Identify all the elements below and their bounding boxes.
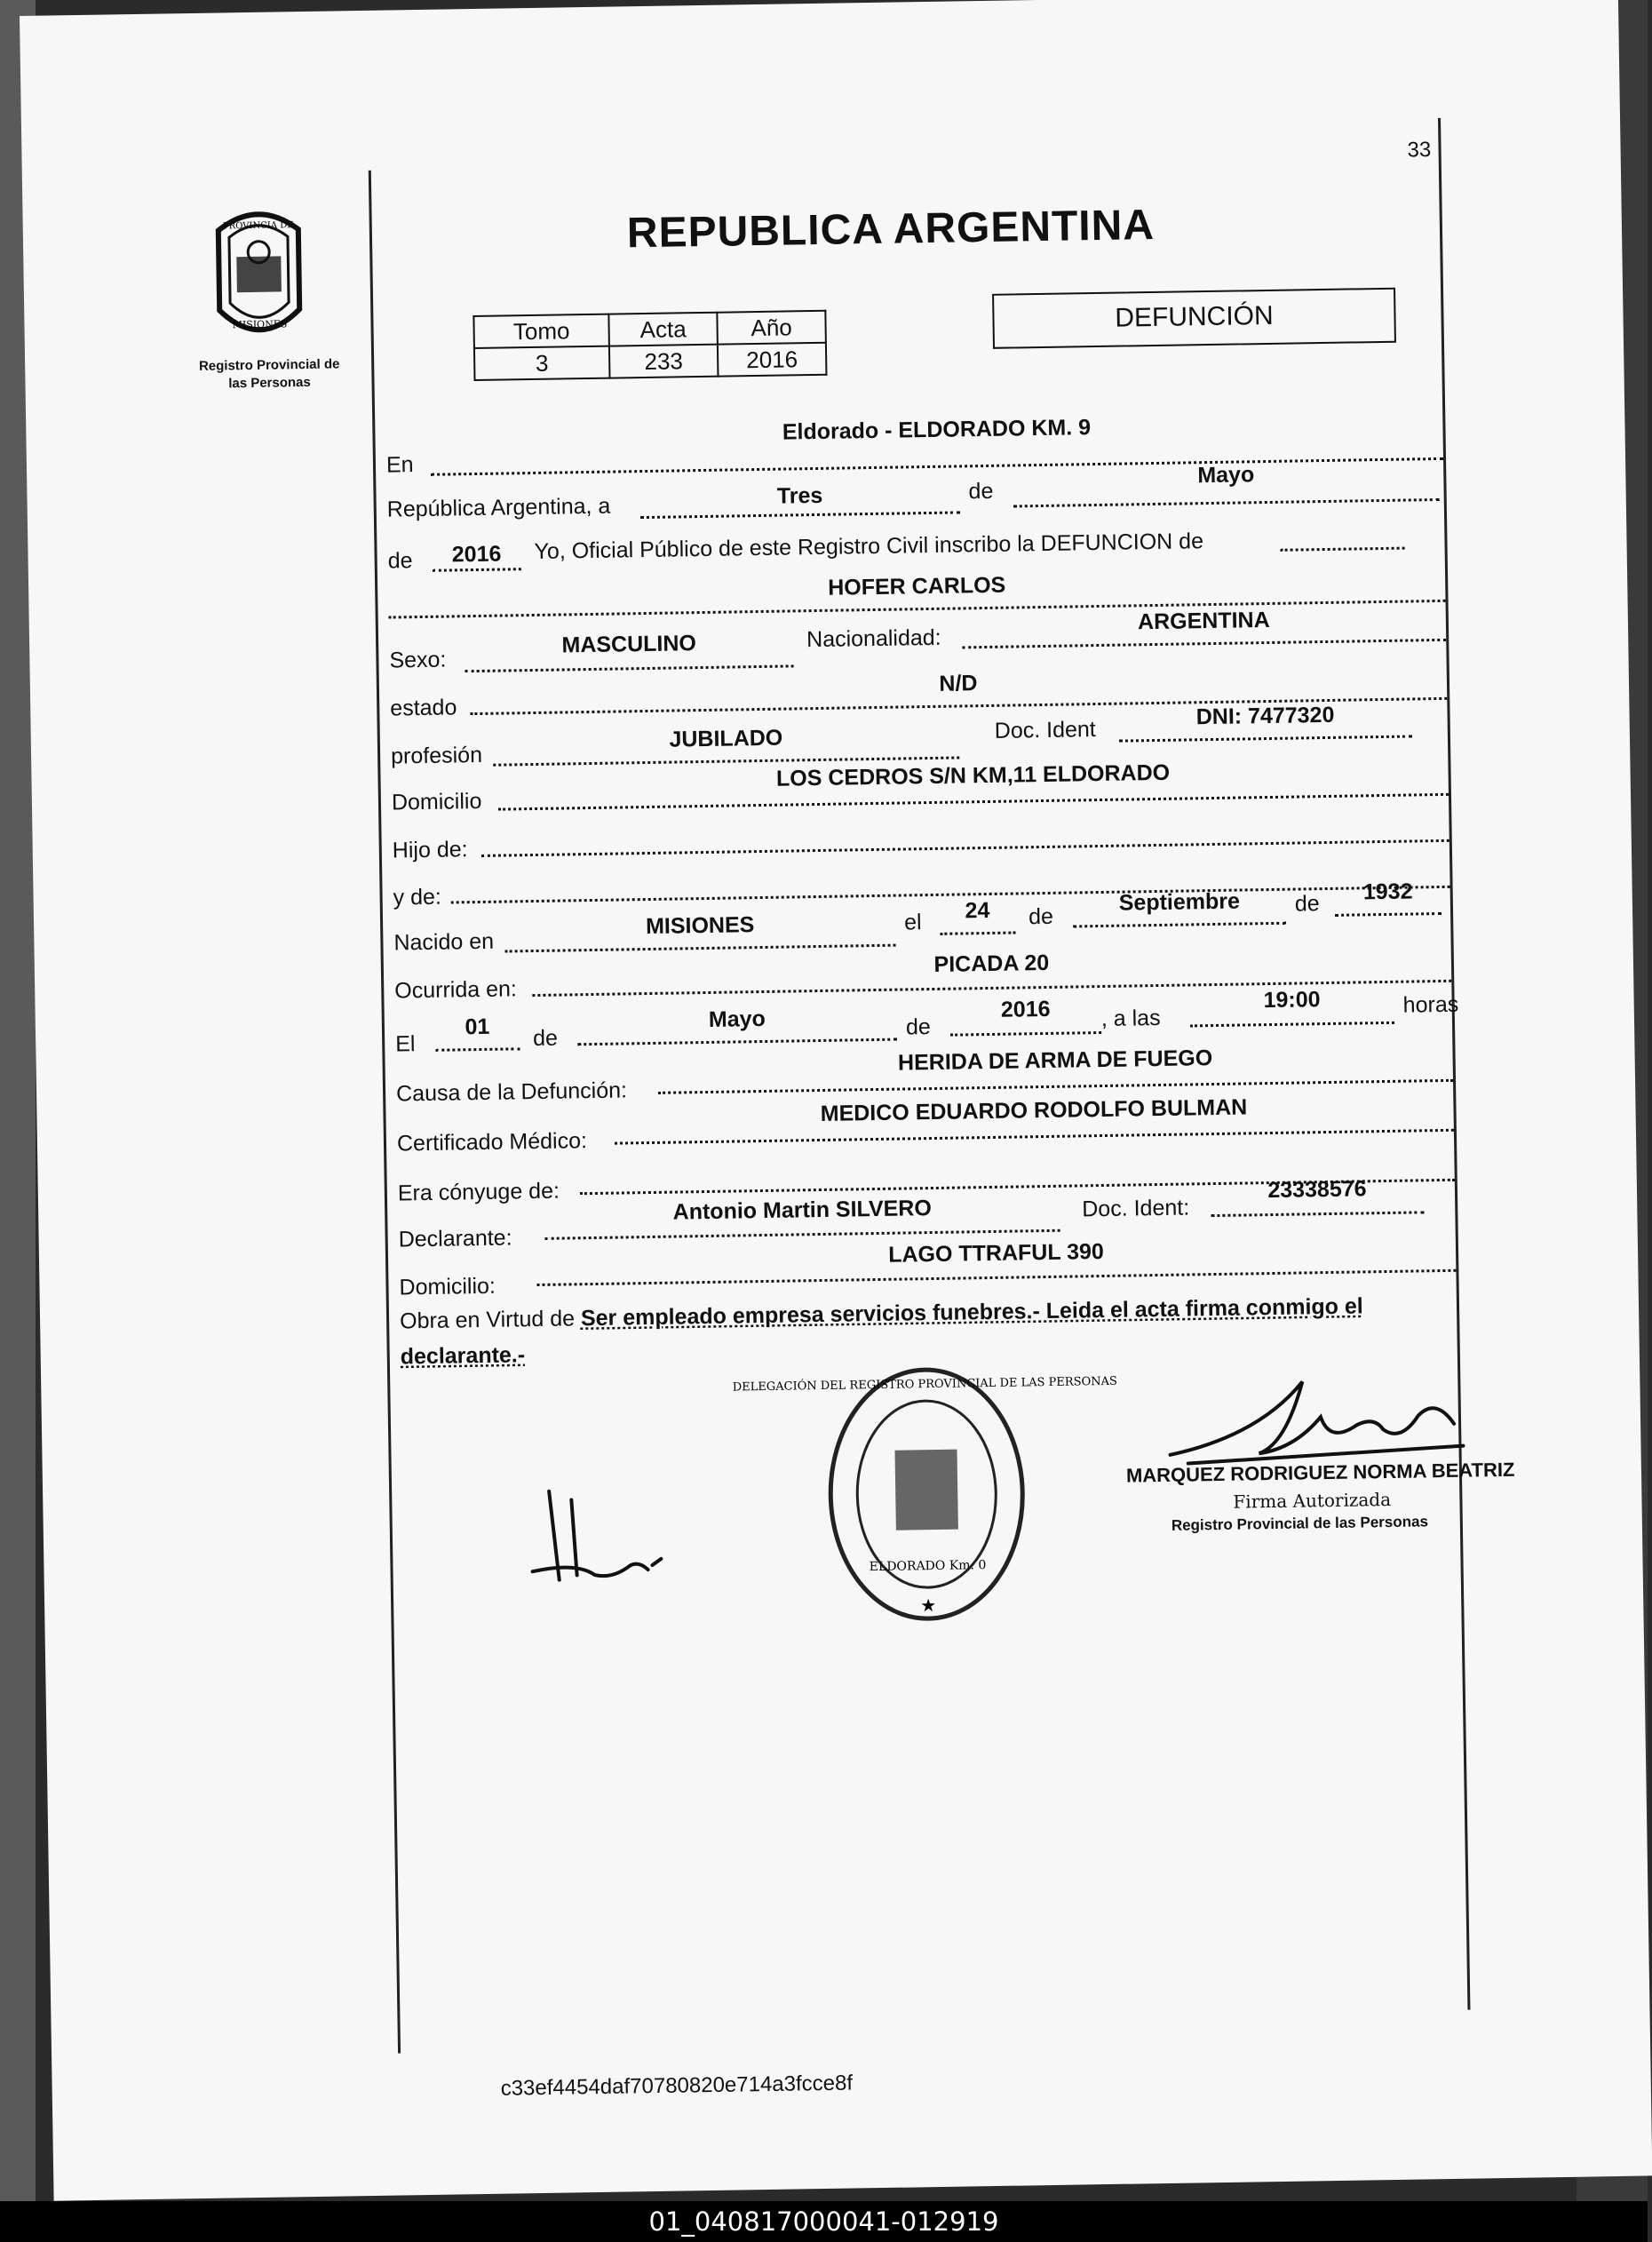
- dotted-line: [1013, 498, 1440, 508]
- value-acta: 233: [609, 345, 719, 378]
- ocurrida-label: Ocurrida en:: [394, 976, 518, 1004]
- el-label: el: [903, 910, 922, 935]
- de-label: de: [387, 548, 413, 574]
- page-number: 33: [1407, 138, 1432, 163]
- value-anio: 2016: [718, 343, 827, 377]
- dotted-line: [545, 1229, 1060, 1240]
- dotted-line: [1073, 922, 1286, 928]
- causa-label: Causa de la Defunción:: [395, 1077, 628, 1107]
- official-name: MARQUEZ RODRIGUEZ NORMA BEATRIZ: [1125, 1458, 1515, 1487]
- province-seal-icon: [209, 203, 308, 346]
- header-anio: Año: [717, 311, 826, 345]
- file-id-bar: 01_040817000041-012919: [0, 2201, 1648, 2242]
- death-month-value: Mayo: [708, 1006, 766, 1032]
- dotted-line: [962, 639, 1446, 649]
- dotted-line: [940, 932, 1015, 935]
- deceased-name: HOFER CARLOS: [828, 572, 1006, 600]
- svg-text:★: ★: [920, 1594, 937, 1617]
- medical-certificate-value: MEDICO EDUARDO RODOLFO BULMAN: [820, 1094, 1248, 1126]
- profession-value: JUBILADO: [669, 725, 783, 752]
- dotted-line: [435, 1047, 520, 1051]
- place-of-death-value: PICADA 20: [933, 950, 1050, 977]
- document-title: REPUBLICA ARGENTINA: [626, 201, 1156, 258]
- hijo-label: Hijo de:: [392, 837, 468, 863]
- dotted-line: [505, 944, 896, 953]
- sex-value: MASCULINO: [561, 631, 697, 658]
- cause-of-death-value: HERIDA DE ARMA DE FUEGO: [897, 1045, 1213, 1076]
- record-table: [473, 310, 827, 381]
- republica-label: República Argentina, a: [386, 493, 611, 522]
- nationality-value: ARGENTINA: [1137, 607, 1270, 635]
- dotted-line: [481, 839, 1449, 857]
- official-office: Registro Provincial de las Personas: [1171, 1513, 1429, 1534]
- death-day-value: 01: [465, 1014, 490, 1040]
- dotted-line: [1119, 735, 1412, 742]
- doc-ident-label: Doc. Ident: [994, 717, 1096, 743]
- time-value: 19:00: [1263, 987, 1321, 1014]
- declarante-label: Declarante:: [398, 1225, 512, 1252]
- domicilio2-label: Domicilio:: [399, 1273, 496, 1300]
- stamp-inner-text: ELDORADO Km. 0: [869, 1558, 987, 1575]
- birth-day-value: 24: [965, 897, 990, 924]
- header-acta: Acta: [608, 313, 718, 346]
- sexo-label: Sexo:: [389, 647, 447, 673]
- dotted-line: [615, 1129, 1454, 1145]
- domicilio-label: Domicilio: [391, 788, 482, 815]
- de-label: de: [1028, 903, 1054, 930]
- declarant-doc-value: 23338576: [1267, 1176, 1367, 1204]
- nacionalidad-label: Nacionalidad:: [806, 624, 941, 653]
- place-value: Eldorado - ELDORADO KM. 9: [782, 415, 1092, 445]
- marital-status-value: N/D: [939, 671, 978, 696]
- death-certificate-page: [20, 0, 1652, 2201]
- de-label: de: [1294, 891, 1320, 917]
- birthplace-value: MISIONES: [645, 912, 755, 940]
- month-value: Mayo: [1197, 462, 1255, 489]
- header-tomo: Tomo: [473, 314, 609, 348]
- dotted-line: [498, 793, 1449, 811]
- y-de-label: y de:: [393, 884, 442, 910]
- document-hash: c33ef4454daf70780820e714a3fcce8f: [500, 2071, 854, 2101]
- record-type-box: DEFUNCIÓN: [992, 288, 1396, 349]
- dotted-line: [536, 1269, 1456, 1286]
- de-label: de: [905, 1014, 932, 1040]
- dotted-line: [1190, 1022, 1394, 1028]
- doc-ident2-label: Doc. Ident:: [1082, 1195, 1190, 1222]
- dotted-line: [465, 664, 794, 672]
- dotted-line: [640, 511, 960, 519]
- a-las-label: , a las: [1100, 1005, 1161, 1032]
- registry-label: Registro Provincial de las Personas: [198, 356, 340, 392]
- dotted-line: [433, 568, 521, 572]
- address-value: LOS CEDROS S/N KM,11 ELDORADO: [775, 759, 1171, 791]
- dotted-line: [1335, 912, 1442, 917]
- dotted-line: [950, 1031, 1101, 1037]
- registrar-statement: Yo, Oficial Público de este Registro Civil inscribo la DEFUNCION de: [534, 529, 1204, 564]
- el-label: El: [395, 1031, 416, 1057]
- death-year-value: 2016: [1000, 996, 1051, 1022]
- dotted-line: [658, 1079, 1453, 1094]
- seal-top-text: PROVINCIA DE: [222, 220, 294, 232]
- stamp-outer-text: DELEGACIÓN DEL REGISTRO PROVINCIAL DE LAS PERSONAS: [732, 1374, 1117, 1395]
- estado-label: estado: [390, 695, 457, 721]
- seal-bottom-text: MISIONES: [232, 318, 288, 331]
- registry-stamp: [732, 1359, 1117, 1629]
- day-value: Tres: [776, 482, 823, 509]
- declarant-name-value: Antonio Martin SILVERO: [672, 1196, 933, 1225]
- year-value: 2016: [451, 541, 502, 568]
- horas-label: horas: [1402, 991, 1459, 1018]
- declarant-address-value: LAGO TTRAFUL 390: [887, 1238, 1105, 1268]
- declarant-signature: [522, 1480, 702, 1589]
- official-title: Firma Autorizada: [1233, 1488, 1392, 1513]
- doc-ident-value: DNI: 7477320: [1195, 702, 1335, 730]
- obra-label: Obra en Virtud de: [399, 1306, 576, 1334]
- birth-month-value: Septiembre: [1118, 888, 1241, 916]
- de-label: de: [532, 1025, 559, 1052]
- conyuge-label: Era cónyuge de:: [397, 1178, 560, 1206]
- birth-year-value: 1932: [1362, 879, 1413, 905]
- dotted-line: [577, 1038, 897, 1046]
- dotted-line: [1281, 547, 1405, 552]
- dotted-line: [1211, 1211, 1424, 1217]
- en-label: En: [385, 452, 414, 478]
- value-tomo: 3: [474, 346, 610, 380]
- obra-value: Ser empleado empresa servicios funebres.- Leida el acta firma conmigo el declarante.-: [400, 1293, 1363, 1370]
- certificado-label: Certificado Médico:: [396, 1128, 588, 1157]
- nacido-label: Nacido en: [393, 928, 495, 956]
- profesion-label: profesión: [390, 742, 483, 769]
- de-label: de: [968, 478, 994, 505]
